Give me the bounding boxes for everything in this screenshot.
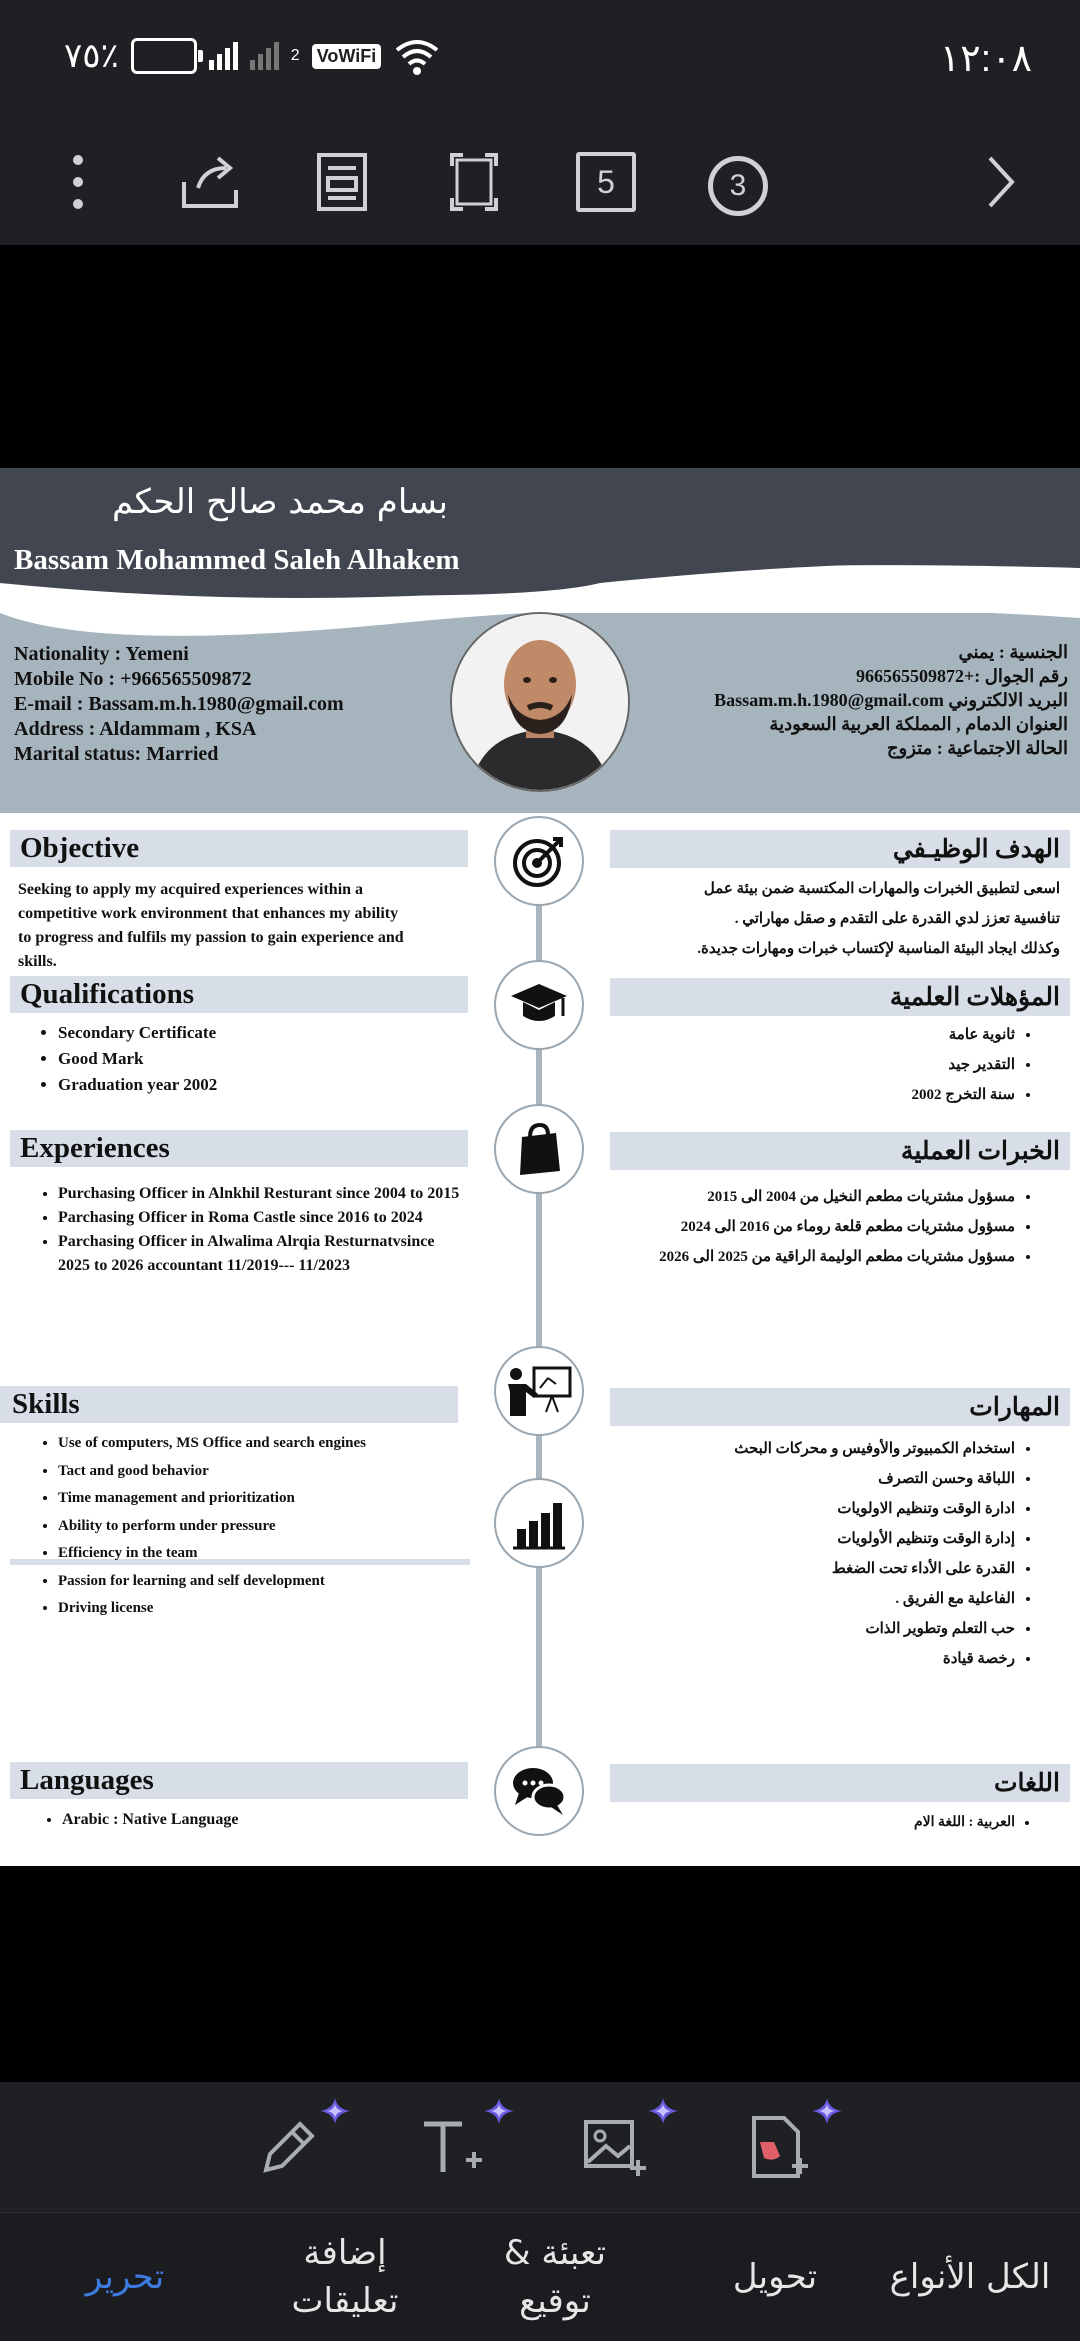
list-item: • رخصة قيادة <box>600 1644 1015 1674</box>
name-english: Bassam Mohammed Saleh Alhakem <box>14 544 460 576</box>
list-item: • Passion for learning and self development <box>58 1568 470 1596</box>
fullscreen-button[interactable] <box>434 142 514 222</box>
timer-value: 3 <box>708 156 768 216</box>
list-item: • استخدام الكمبيوتر والأوفيس و محركات البحث <box>600 1434 1015 1464</box>
skills-title-ar: المهارات <box>610 1388 1070 1426</box>
marital-status-en: Marital status: Married <box>14 743 219 765</box>
mobile-ar: رقم الجوال :+966565509872 <box>855 666 1068 686</box>
document-page[interactable] <box>0 468 1080 1866</box>
list-item: • ثانوية عامة <box>620 1020 1015 1050</box>
add-image-button[interactable] <box>580 2112 660 2192</box>
list-item: • ادارة الوقت وتنظيم الاولويات <box>600 1494 1015 1524</box>
tab-add-comments[interactable]: إضافة تعليقات <box>291 2233 399 2321</box>
list-item: • Graduation year 2002 <box>58 1072 450 1098</box>
list-item: • Use of computers, MS Office and search engines <box>58 1430 470 1458</box>
signal-sim2-icon <box>250 42 279 70</box>
nationality-ar: الجنسية : يمني <box>958 642 1068 662</box>
list-item: • Secondary Certificate <box>58 1020 450 1046</box>
add-text-button[interactable] <box>416 2112 496 2192</box>
list-item: • Efficiency in the team <box>58 1540 470 1568</box>
signal-icon <box>209 42 238 70</box>
list-item: • Parchasing Officer in Alwalima Alrqia Resturnatvsince 2025 to 2026 accountant 11/2019--- 11/2023 <box>58 1230 470 1278</box>
objective-circle <box>494 816 584 906</box>
nationality-en: Nationality : Yemeni <box>14 643 189 665</box>
add-text-icon <box>416 2112 486 2182</box>
list-item: • القدرة على الأداء تحت الضغط <box>600 1554 1015 1584</box>
premium-gem-icon <box>318 2096 352 2126</box>
languages-circle <box>494 1746 584 1836</box>
list-item: • Time management and prioritization <box>58 1485 470 1513</box>
share-icon <box>178 152 242 212</box>
skills-circle <box>494 1346 584 1436</box>
list-item: • Purchasing Officer in Alnkhil Resturant since 2004 to 2015 <box>58 1182 470 1206</box>
timer-icon <box>708 152 768 212</box>
presentation-icon <box>504 1364 574 1418</box>
page-count-icon: 5 <box>576 152 636 212</box>
list-item: • مسؤول مشتريات مطعم النخيل من 2004 الى 2015 <box>600 1182 1015 1212</box>
contact-info-ar <box>628 640 1068 760</box>
add-page-button[interactable] <box>744 2112 824 2192</box>
objective-title-ar: الهدف الوظيـفي <box>610 830 1070 868</box>
graduation-cap-icon <box>509 980 569 1030</box>
list-item: • اللباقة وحسن التصرف <box>600 1464 1015 1494</box>
list-item: • Ability to perform under pressure <box>58 1513 470 1541</box>
skills-list-en <box>10 1430 470 1623</box>
experiences-list-en <box>10 1182 470 1278</box>
pen-icon <box>252 2112 322 2182</box>
name-arabic: بسام محمد صالح الحكم <box>112 482 448 522</box>
objective-title-en: Objective <box>10 830 468 867</box>
battery-icon <box>131 38 197 74</box>
chevron-right-icon <box>980 152 1020 212</box>
qualifications-list-ar <box>620 1020 1060 1110</box>
email-en: E-mail : Bassam.m.h.1980@gmail.com <box>14 693 344 715</box>
list-item: • سنة التخرج 2002 <box>620 1080 1015 1110</box>
address-en: Address : Aldammam , KSA <box>14 718 257 740</box>
languages-title-en: Languages <box>10 1762 468 1799</box>
chart-circle <box>494 1478 584 1568</box>
premium-gem-icon <box>482 2096 516 2126</box>
list-item: • مسؤول مشتريات مطعم الوليمة الراقية من 2025 الى 2026 <box>600 1242 1015 1272</box>
vowifi-badge: VoWiFi <box>312 44 382 69</box>
bottom-navigation <box>0 2212 1080 2341</box>
experiences-list-ar <box>600 1182 1060 1272</box>
timer-button[interactable] <box>698 142 778 222</box>
share-button[interactable] <box>170 142 250 222</box>
tab-edit[interactable]: تحرير <box>85 2257 165 2297</box>
list-item: • Arabic : Native Language <box>62 1808 434 1832</box>
add-document-icon <box>744 2112 814 2182</box>
list-item: • Good Mark <box>58 1046 450 1072</box>
battery-level: ٧٥٪ <box>64 37 119 75</box>
list-item: • العربية : اللغة الام <box>640 1808 1015 1838</box>
status-bar <box>0 0 1080 120</box>
list-item: • إدارة الوقت وتنظيم الأولويات <box>600 1524 1015 1554</box>
address-ar: العنوان الدمام , المملكة العربية السعودية <box>769 714 1068 734</box>
profile-photo <box>450 612 630 792</box>
more-options-button[interactable] <box>38 142 118 222</box>
document-view-icon <box>316 152 368 212</box>
wifi-icon <box>393 36 441 76</box>
add-image-icon <box>580 2112 650 2182</box>
chat-bubbles-icon <box>509 1763 569 1819</box>
skills-list-ar <box>600 1434 1060 1674</box>
languages-list-en <box>14 1808 434 1832</box>
bag-icon <box>514 1121 564 1177</box>
list-item: • Parchasing Officer in Roma Castle since 2016 to 2024 <box>58 1206 470 1230</box>
tab-convert[interactable]: تحويل <box>732 2257 818 2297</box>
contact-info-en <box>14 642 344 767</box>
document-toolbar <box>0 120 1080 245</box>
page-count-button[interactable] <box>566 142 646 222</box>
mobile-en: Mobile No : +966565509872 <box>14 668 252 690</box>
languages-title-ar: اللغات <box>610 1764 1070 1802</box>
list-item: • حب التعلم وتطوير الذات <box>600 1614 1015 1644</box>
next-page-button[interactable] <box>960 142 1040 222</box>
skills-title-en: Skills <box>0 1386 458 1423</box>
qualifications-title-en: Qualifications <box>10 976 468 1013</box>
qualifications-list-en <box>10 1020 450 1098</box>
reading-mode-button[interactable] <box>302 142 382 222</box>
objective-text-en: Seeking to apply my acquired experiences within a competitive work environment that enhances my ability to progress and fulfils my passion to gain experience and skills. <box>18 881 404 970</box>
annotate-pen-button[interactable] <box>252 2112 332 2192</box>
qualifications-title-ar: المؤهلات العلمية <box>610 978 1070 1016</box>
edit-tools-bar <box>0 2082 1080 2212</box>
clock: ١٢:٠٨ <box>939 38 1032 80</box>
more-vertical-icon <box>68 152 88 212</box>
experiences-title-ar: الخبرات العملية <box>610 1132 1070 1170</box>
experiences-circle <box>494 1104 584 1194</box>
objective-text-ar: اسعى لتطبيق الخبرات والمهارات المكتسبة ضمن بيئة عمل تنافسية تعزز لدي القدرة على التقدم و صقل مهاراتي . وكذلك ايجاد البيئة المناسبة لإكتساب خبرات ومهارات جديدة. <box>697 881 1060 957</box>
tab-all-types[interactable]: الكل الأنواع <box>889 2257 1051 2297</box>
list-item: • Driving license <box>58 1595 470 1623</box>
email-ar: البريد الالكتروني Bassam.m.h.1980@gmail.com <box>714 690 1068 710</box>
qualifications-circle <box>494 960 584 1050</box>
experiences-title-en: Experiences <box>10 1130 468 1167</box>
languages-list-ar <box>640 1808 1060 1838</box>
sim2-label: 2 <box>290 47 300 64</box>
bar-chart-icon <box>511 1495 567 1551</box>
premium-gem-icon <box>646 2096 680 2126</box>
tab-fill-sign[interactable]: تعبئة & توقيع <box>504 2233 606 2321</box>
list-item: • الفاعلية مع الفريق . <box>600 1584 1015 1614</box>
fullscreen-icon <box>449 152 499 212</box>
target-icon <box>511 833 567 889</box>
list-item: • التقدير جيد <box>620 1050 1015 1080</box>
list-item: • مسؤول مشتريات مطعم قلعة روماء من 2016 الى 2024 <box>600 1212 1015 1242</box>
premium-gem-icon <box>810 2096 844 2126</box>
list-item: • Tact and good behavior <box>58 1458 470 1486</box>
marital-status-ar: الحالة الاجتماعية : متزوج <box>886 738 1068 758</box>
status-indicators <box>64 36 441 76</box>
